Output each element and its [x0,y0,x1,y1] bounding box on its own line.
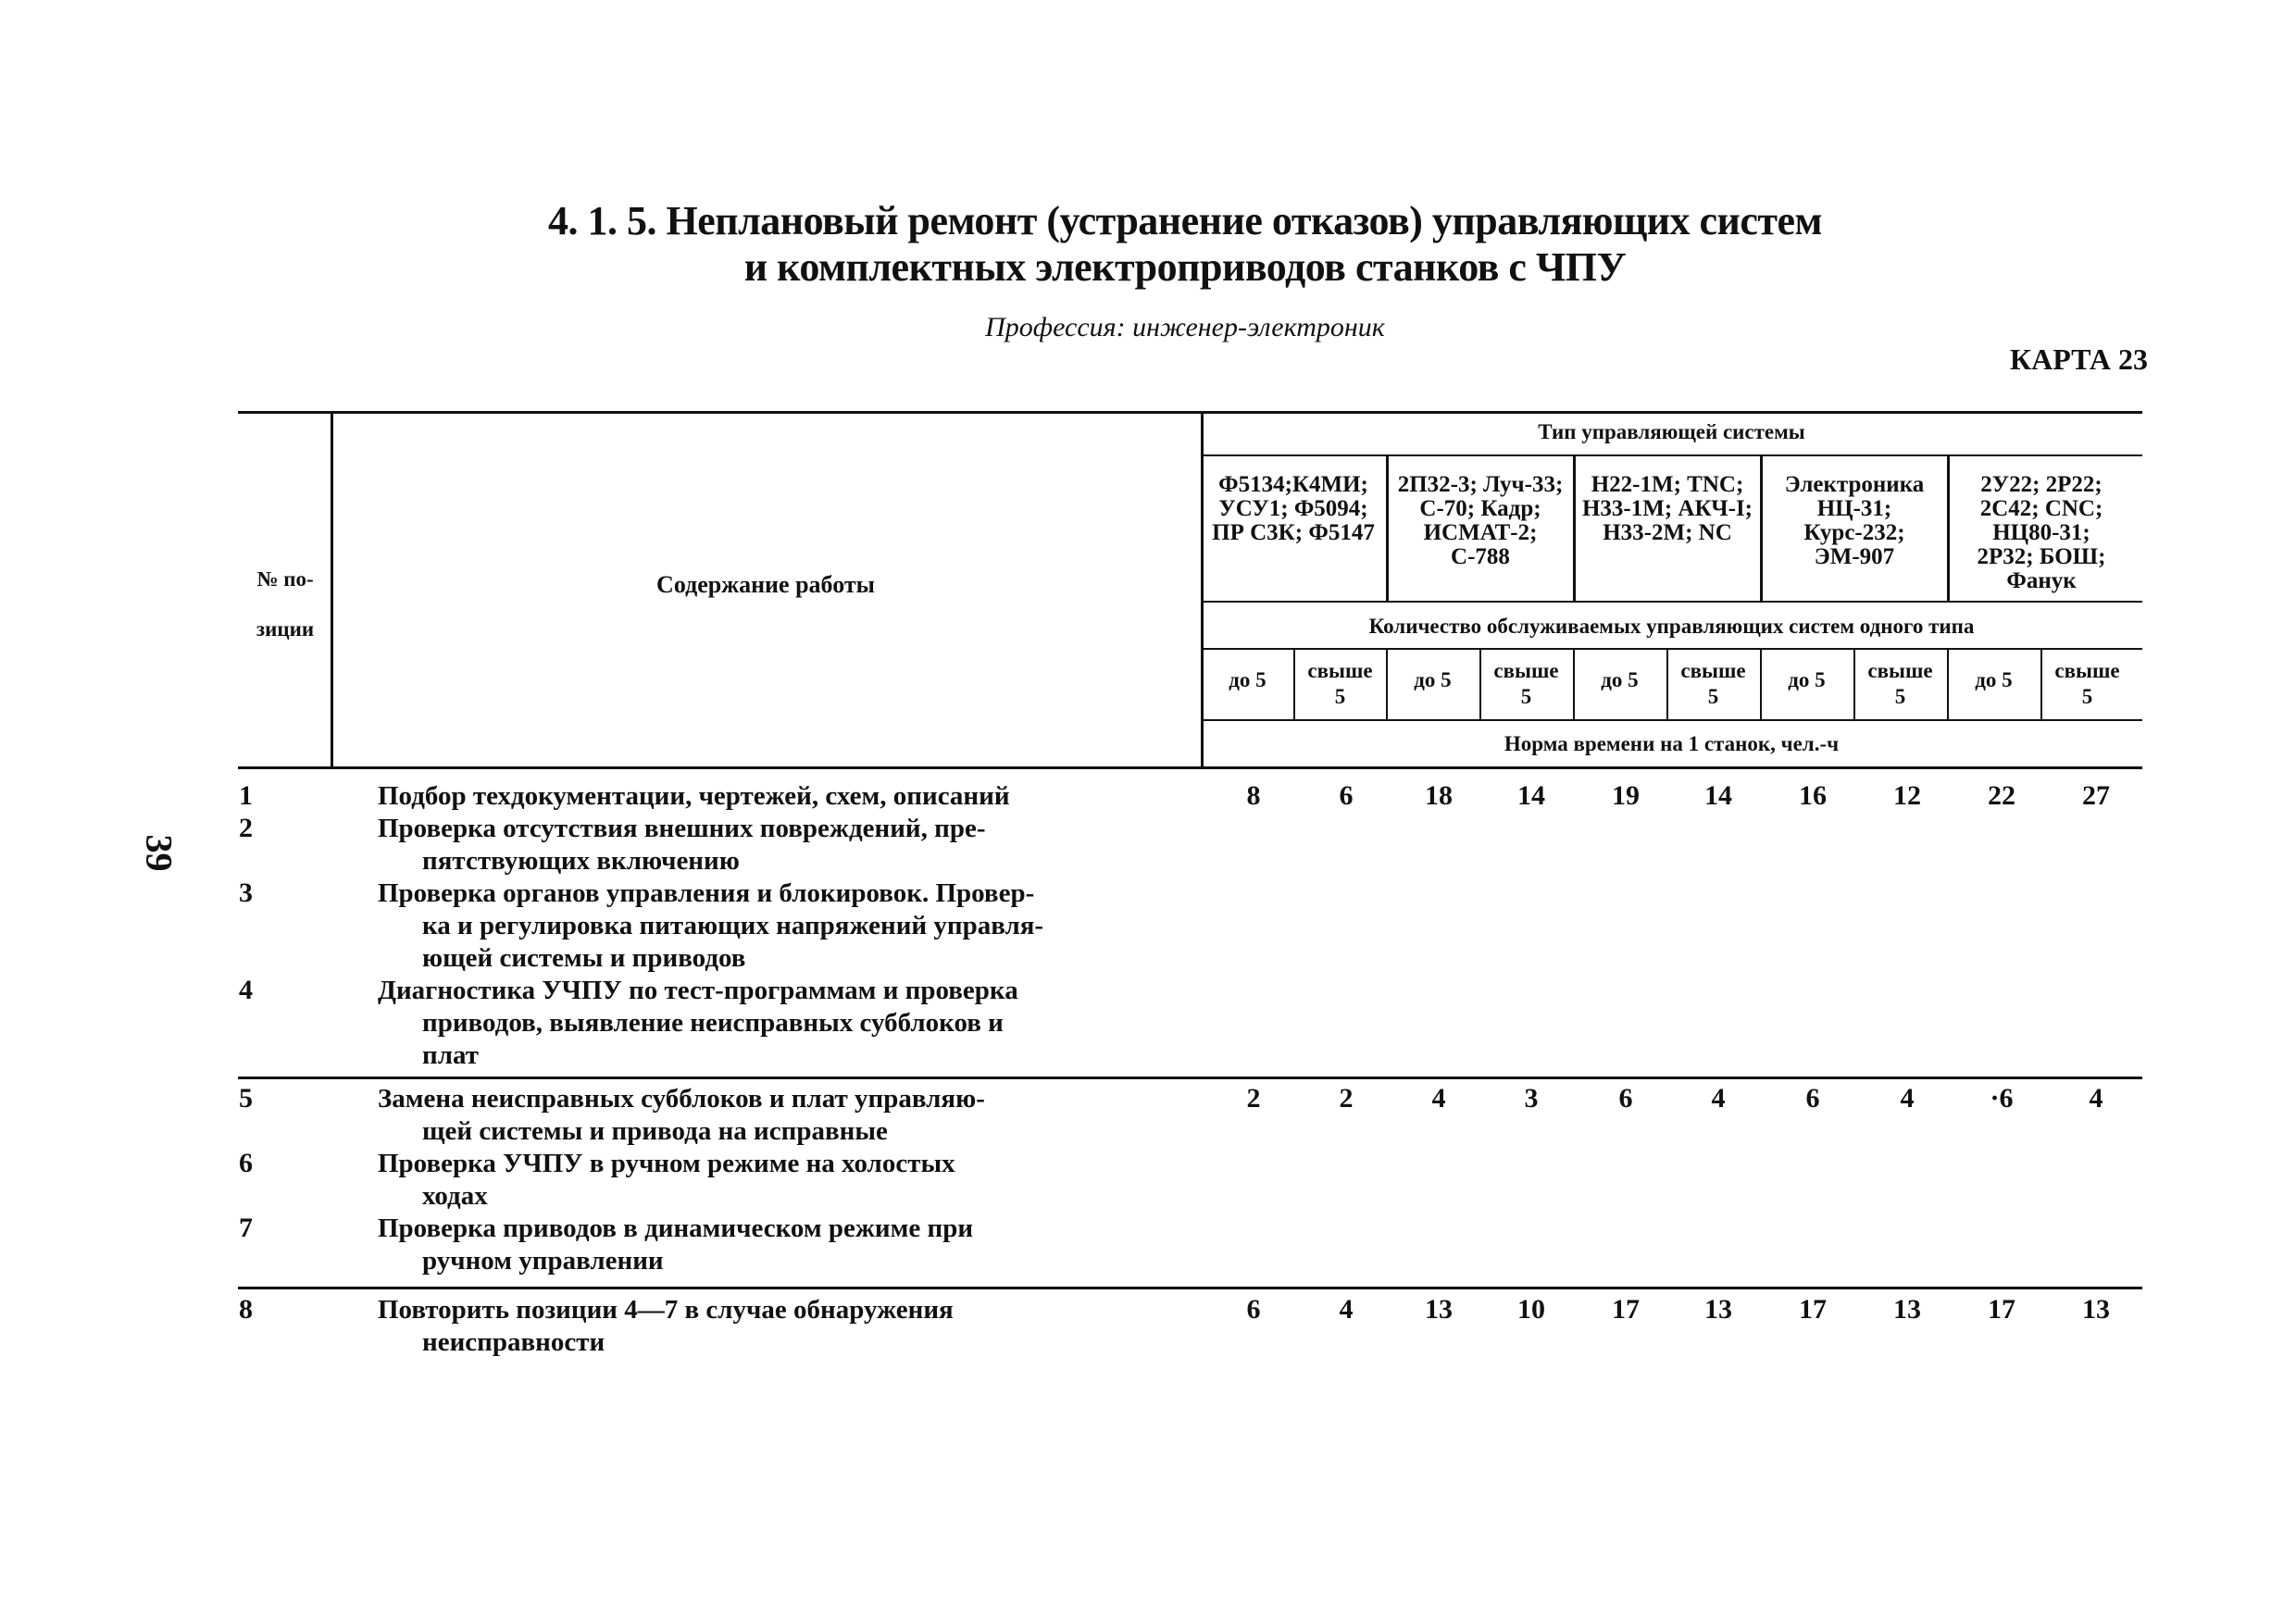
qty-over-number: 5 [1707,685,1719,708]
qty-over-number: 5 [1520,685,1532,708]
norm-value: 17 [1799,1294,1827,1325]
col-pos-header-2 [243,618,328,641]
system-type-line: ЭМ-907 [1814,544,1895,569]
work-description [378,1083,1100,1148]
norm-value: 13 [1893,1294,1921,1325]
title-line-1: 4. 1. 5. Неплановый ремонт (устранение отказов) управляющих систем [547,198,1823,243]
norm-value: 17 [1988,1294,2015,1325]
position-number: 2 [239,813,253,843]
position-number: 3 [239,877,253,908]
group-header: Тип управляющей системы [1538,420,1805,443]
card-number: КАРТА 23 [2009,342,2148,376]
norm-value: 2 [1246,1083,1261,1114]
header-rule-sub [1201,648,2142,650]
norm-value: 3 [1524,1083,1539,1114]
work-description-line: плат [422,1040,479,1070]
norm-value: 6 [1246,1294,1261,1325]
qty-over-label: свыше [1493,659,1559,682]
header-rule-norm [1201,719,2142,721]
work-description-line: Проверка отсутствия внешних повреждений, пре- [378,814,986,843]
system-type-line: НЦ80-31; [1992,520,2090,545]
system-type-line: Н33-2М; NC [1603,520,1732,545]
qty-over-label: свыше [2054,659,2120,682]
norm-header: Норма времени на 1 станок, чел.-ч [1504,732,1840,755]
work-description [378,1148,1100,1213]
qty-over-label: свыше [1307,659,1373,682]
group-divider-2 [238,1287,2142,1289]
position-number: 4 [239,975,253,1005]
header-rule-types [1201,454,2142,456]
system-type-3 [1575,473,1760,545]
system-type-4 [1762,473,1947,569]
norm-value: 4 [1900,1083,1915,1114]
norm-value: 12 [1893,780,1921,811]
norm-value: 27 [2082,780,2110,811]
work-description-line: ка и регулировка питающих напряжений управля- [422,911,1044,940]
col-content-header: Содержание работы [656,571,875,598]
norm-value: 17 [1612,1294,1640,1325]
work-description [378,975,1100,1072]
system-type-line: С-788 [1451,544,1510,569]
header-bottom-rule [238,766,2142,769]
table-top-rule [238,411,2142,414]
norm-value: 16 [1799,780,1827,811]
norm-value: 10 [1517,1294,1545,1325]
system-type-line: Ф5134;К4МИ; [1218,472,1368,497]
norm-value: 13 [2082,1294,2110,1325]
qty-over-5 [1853,658,1947,710]
profession-label: Профессия: инженер-электроник [985,312,1385,342]
norm-value: 4 [1711,1083,1726,1114]
norm-value: 4 [1339,1294,1354,1325]
work-description-line: ющей системы и приводов [422,943,746,973]
norm-value: 6 [1339,780,1354,811]
qty-up-to-5: до 5 [1229,668,1267,691]
norm-value: 13 [1704,1294,1732,1325]
system-type-2 [1388,473,1573,569]
norm-value: 4 [1431,1083,1446,1114]
system-type-1 [1201,473,1386,545]
qty-over-number: 5 [2081,685,2093,708]
work-description-line: неисправности [422,1327,605,1357]
qty-up-to-5: до 5 [1414,668,1452,691]
qty-over-5 [1479,658,1573,710]
work-description-line: Проверка органов управления и блокировок. Провер- [378,878,1035,908]
system-type-line: НЦ-31; [1816,496,1892,521]
system-type-line: ИСМАТ-2; [1423,520,1538,545]
title-line-2: и комплектных электроприводов станков с ЧПУ [743,244,1627,290]
page-number: 39 [138,834,181,872]
qty-up-to-5: до 5 [1601,668,1639,691]
norm-value: 18 [1425,780,1453,811]
work-description [378,1213,1100,1277]
norm-value: 8 [1246,780,1261,811]
system-type-line: Курс-232; [1803,520,1905,545]
system-type-line: Электроника [1784,472,1925,497]
qty-up-to-5: до 5 [1975,668,2013,691]
header-rule-quantity [1201,601,2142,603]
norm-value: 4 [2089,1083,2103,1114]
work-description-line: пятствующих включению [422,846,740,876]
position-number: 1 [239,780,253,811]
work-description [378,780,1100,813]
work-description-line: щей системы и привода на исправные [422,1116,888,1146]
qty-over-number: 5 [1334,685,1346,708]
col-pos-header [243,568,328,591]
work-description-line: Повторить позиции 4—7 в случае обнаружения [378,1295,954,1325]
system-type-line: С-70; Кадр; [1419,496,1541,521]
norm-value: 6 [1618,1083,1633,1114]
system-type-line: ПР С3К; Ф5147 [1212,520,1375,545]
norm-value: 19 [1612,780,1640,811]
qty-over-number: 5 [1894,685,1906,708]
position-number: 7 [239,1213,253,1243]
qty-over-label: свыше [1680,659,1746,682]
system-type-line: Н33-1М; АКЧ-I; [1581,496,1753,521]
system-type-line: УСУ1; Ф5094; [1218,496,1368,521]
quantity-header: Количество обслуживаемых управляющих систем одного типа [1368,615,1975,638]
col-pos-header-line1: № по- [256,567,314,591]
norm-value: ·6 [1990,1083,2014,1114]
work-description-line: ручном управлении [422,1246,664,1276]
system-type-5 [1949,473,2134,593]
group-divider-1 [238,1077,2142,1079]
work-description-line: Проверка приводов в динамическом режиме при [378,1214,974,1243]
system-type-line: Фанук [2006,568,2077,593]
position-number: 5 [239,1083,253,1114]
work-description-line: Подбор техдокументации, чертежей, схем, описаний [378,781,1010,811]
qty-over-label: свыше [1867,659,1933,682]
system-type-line: 2С42; CNC; [1979,496,2103,521]
system-type-line: 2Р32; БОШ; [1977,544,2106,569]
work-description [378,813,1100,877]
col-pos-header-line2: зиции [256,617,315,641]
norm-value: 22 [1988,780,2015,811]
work-description-line: Замена неисправных субблоков и плат управляю- [378,1084,985,1114]
qty-over-5 [1293,658,1387,710]
work-description-line: Диагностика УЧПУ по тест-программам и проверка [378,976,1018,1005]
norm-value: 13 [1425,1294,1453,1325]
work-description [378,1294,1100,1359]
norm-value: 14 [1517,780,1545,811]
position-number: 6 [239,1148,253,1178]
system-type-line: 2П32-3; Луч-33; [1397,472,1564,497]
work-description-line: ходах [422,1181,488,1211]
work-description-line: приводов, выявление неисправных субблоков и [422,1008,1004,1038]
system-type-line: 2У22; 2Р22; [1980,472,2103,497]
norm-value: 14 [1704,780,1732,811]
norm-value: 2 [1339,1083,1354,1114]
qty-over-5 [2040,658,2134,710]
work-description [378,877,1100,975]
qty-up-to-5: до 5 [1788,668,1826,691]
col-divider-content [1201,411,1204,768]
work-description-line: Проверка УЧПУ в ручном режиме на холостых [378,1149,955,1178]
qty-over-5 [1666,658,1760,710]
system-type-line: Н22-1М; TNC; [1591,472,1744,497]
position-number: 8 [239,1294,253,1325]
norm-value: 6 [1805,1083,1820,1114]
